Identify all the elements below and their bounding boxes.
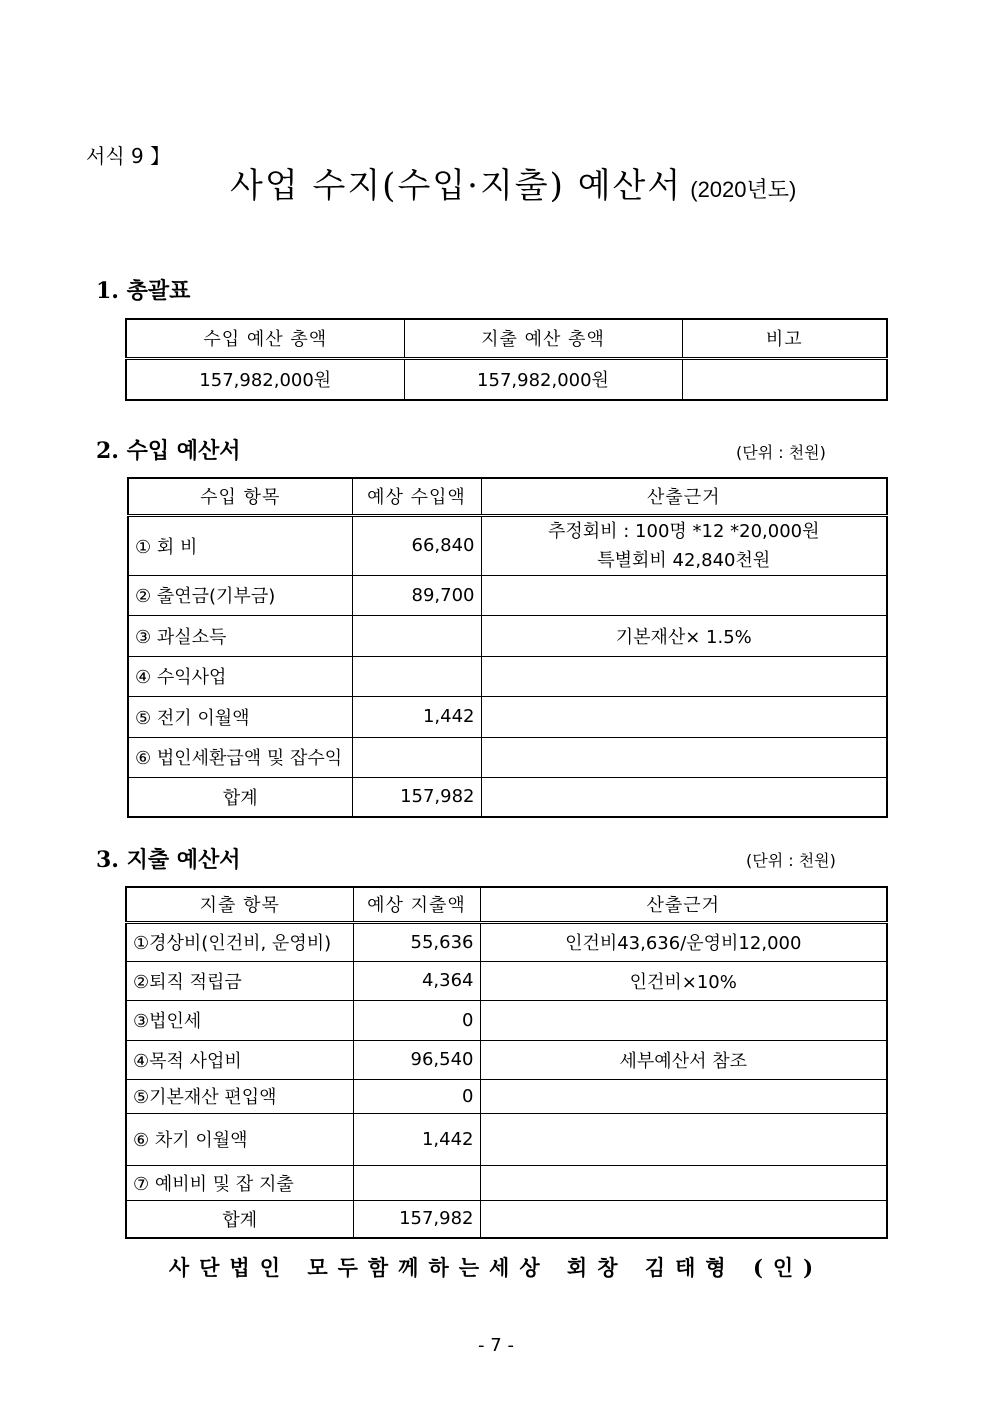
row-basis	[480, 1000, 887, 1040]
row-basis	[481, 696, 887, 737]
row-basis	[480, 1113, 887, 1165]
row-item: ② 출연금(기부금)	[128, 575, 352, 615]
row-item: ③ 과실소득	[128, 615, 352, 656]
summary-table	[125, 318, 888, 401]
row-amount: 0	[353, 1079, 480, 1113]
expense-table	[125, 886, 888, 1239]
income-total: 157,982,000원	[126, 358, 404, 400]
row-item: ②퇴직 적립금	[126, 961, 353, 1000]
income-table	[127, 477, 888, 818]
basis-line: 추정회비 : 100명 *12 *20,000원	[547, 520, 820, 542]
table-row	[126, 1000, 887, 1040]
title-year: (2020년도)	[690, 177, 797, 202]
header-cell: 산출근거	[481, 478, 887, 515]
total-basis	[481, 777, 887, 817]
header-cell: 비고	[682, 319, 887, 358]
row-item: ③법인세	[126, 1000, 353, 1040]
header-cell: 예상 지출액	[353, 887, 480, 922]
page-title	[230, 158, 796, 207]
total-amount: 157,982	[353, 1200, 480, 1238]
row-item: ⑤ 전기 이월액	[128, 696, 352, 737]
section3-heading: 3. 지출 예산서	[96, 847, 241, 873]
table-row	[126, 961, 887, 1000]
row-basis	[480, 1079, 887, 1113]
title-text: 사업 수지(수입·지출) 예산서	[230, 166, 683, 206]
table-row	[126, 1079, 887, 1113]
signature-line: 사단법인 모두함께하는세상 회창 김태형 (인)	[168, 1255, 824, 1280]
row-amount	[352, 615, 481, 656]
table-row	[128, 515, 887, 575]
row-amount: 0	[353, 1000, 480, 1040]
row-amount: 1,442	[352, 696, 481, 737]
row-item: ⑥ 차기 이월액	[126, 1113, 353, 1165]
row-amount: 4,364	[353, 961, 480, 1000]
row-basis: 인건비×10%	[480, 961, 887, 1000]
table-row	[126, 1165, 887, 1200]
table-row	[126, 1040, 887, 1079]
row-basis	[481, 515, 887, 575]
remark	[682, 358, 887, 400]
header-cell: 산출근거	[480, 887, 887, 922]
table-row	[128, 575, 887, 615]
header-cell: 수입 항목	[128, 478, 352, 515]
table-header-row	[128, 478, 887, 515]
table-row	[128, 656, 887, 696]
row-amount	[352, 737, 481, 777]
row-basis: 기본재산× 1.5%	[481, 615, 887, 656]
table-row	[128, 696, 887, 737]
row-basis: 세부예산서 참조	[480, 1040, 887, 1079]
row-item: ⑤기본재산 편입액	[126, 1079, 353, 1113]
row-item: ① 회 비	[128, 515, 352, 575]
row-item: ④목적 사업비	[126, 1040, 353, 1079]
header-cell: 수입 예산 총액	[126, 319, 404, 358]
row-item: ④ 수익사업	[128, 656, 352, 696]
table-header-row	[126, 319, 887, 358]
page-number: - 7 -	[478, 1335, 514, 1356]
row-item: ①경상비(인건비, 운영비)	[126, 922, 353, 961]
basis-line: 특별회비 42,840천원	[597, 549, 771, 571]
row-basis	[481, 737, 887, 777]
form-label: 서식 9 】	[86, 144, 171, 168]
section2-heading: 2. 수입 예산서	[96, 438, 241, 464]
total-row	[128, 777, 887, 817]
table-row	[128, 615, 887, 656]
header-cell: 지출 항목	[126, 887, 353, 922]
row-basis	[481, 656, 887, 696]
table-row	[128, 737, 887, 777]
total-row	[126, 1200, 887, 1238]
header-cell: 예상 수입액	[352, 478, 481, 515]
row-amount	[352, 656, 481, 696]
row-basis	[480, 1165, 887, 1200]
total-label: 합계	[128, 777, 352, 817]
row-amount	[353, 1165, 480, 1200]
section2-unit: (단위 : 천원)	[736, 443, 826, 462]
row-amount: 96,540	[353, 1040, 480, 1079]
row-item: ⑥ 법인세환급액 및 잡수익	[128, 737, 352, 777]
expense-total: 157,982,000원	[404, 358, 682, 400]
section3-unit: (단위 : 천원)	[746, 851, 836, 870]
section1-heading: 1. 총괄표	[96, 278, 191, 304]
row-amount: 55,636	[353, 922, 480, 961]
row-amount: 89,700	[352, 575, 481, 615]
total-label: 합계	[126, 1200, 353, 1238]
table-row	[126, 1113, 887, 1165]
row-basis: 인건비43,636/운영비12,000	[480, 922, 887, 961]
total-amount: 157,982	[352, 777, 481, 817]
total-basis	[480, 1200, 887, 1238]
table-row	[126, 358, 887, 400]
row-amount: 1,442	[353, 1113, 480, 1165]
row-amount: 66,840	[352, 515, 481, 575]
table-row	[126, 922, 887, 961]
table-header-row	[126, 887, 887, 922]
row-item: ⑦ 예비비 및 잡 지출	[126, 1165, 353, 1200]
row-basis	[481, 575, 887, 615]
header-cell: 지출 예산 총액	[404, 319, 682, 358]
